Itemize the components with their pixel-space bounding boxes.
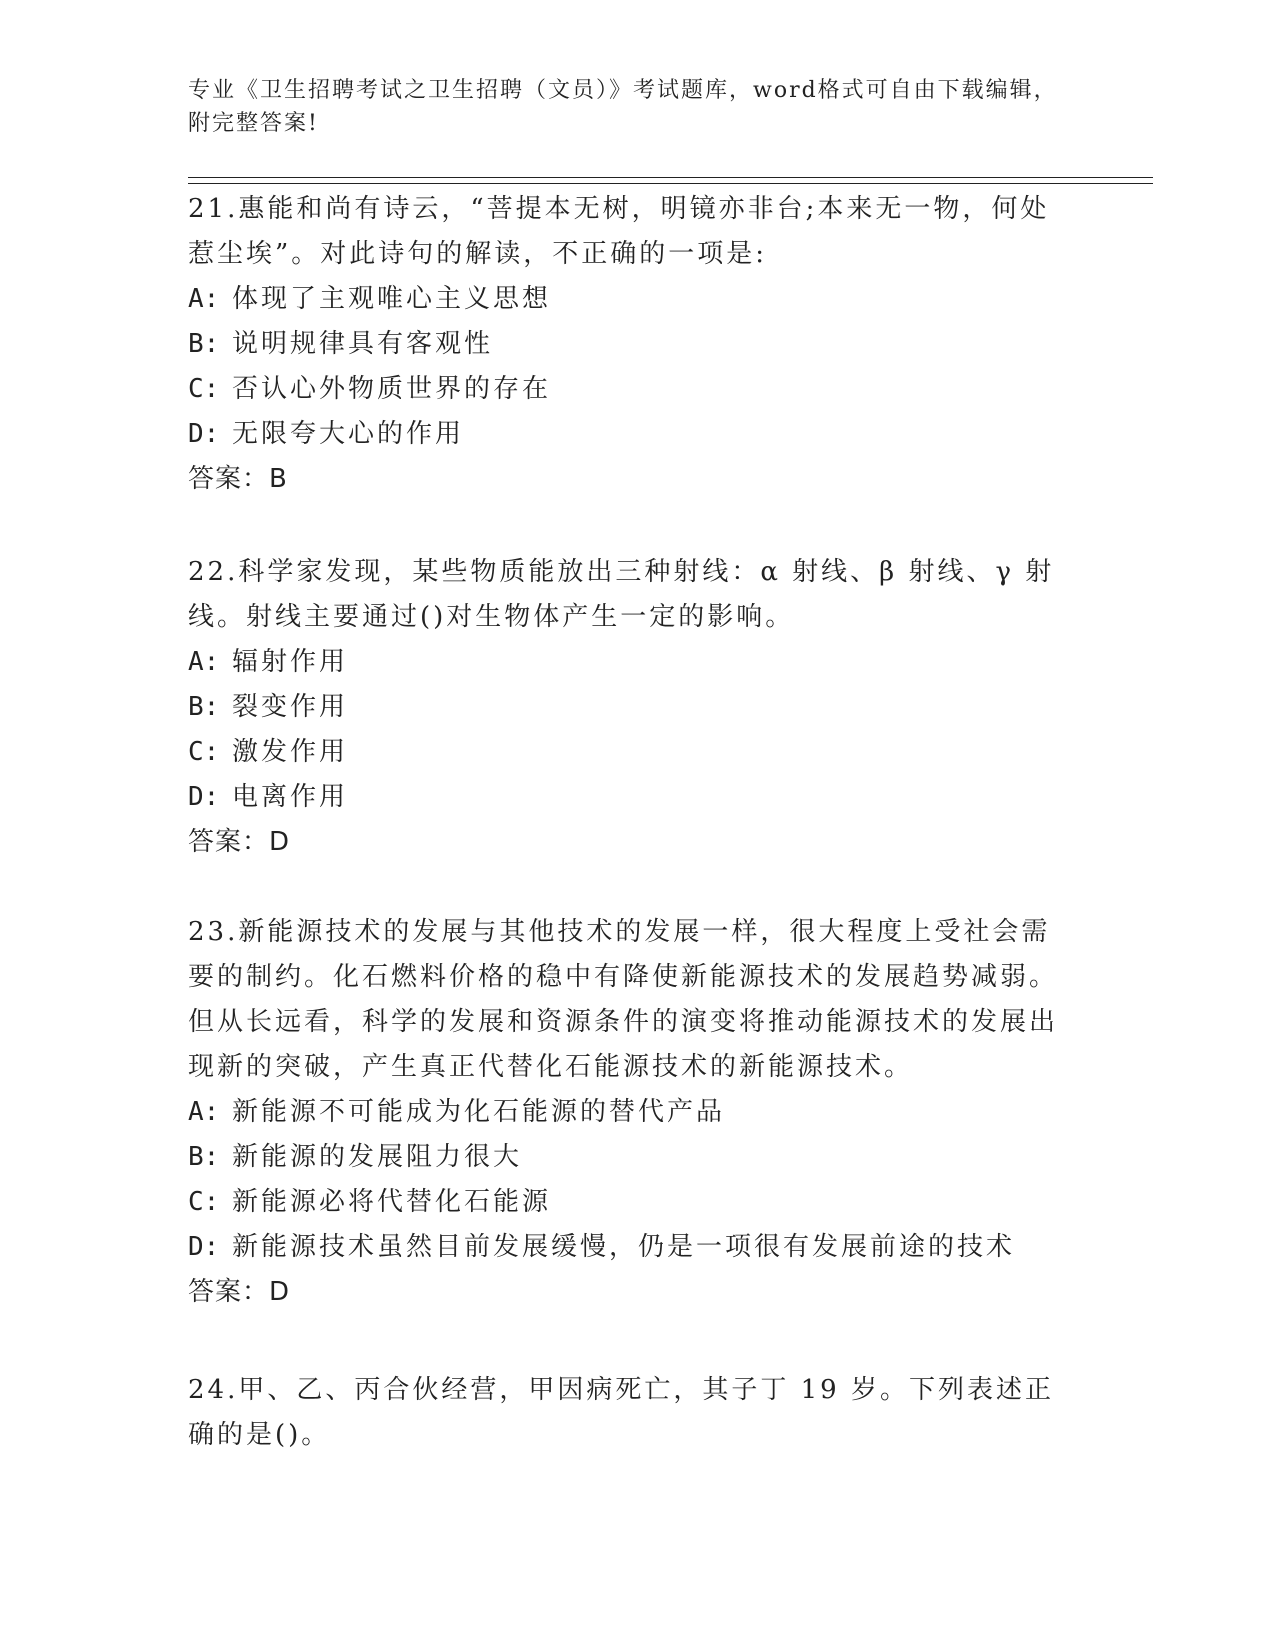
- option-b: [188, 685, 1068, 730]
- option-c: [188, 367, 1068, 412]
- option-letter: C:: [188, 1187, 220, 1217]
- question-stem: 24.甲、乙、丙合伙经营，甲因病死亡，其子丁 19 岁。下列表述正确的是()。: [188, 1375, 1054, 1450]
- option-c: [188, 1180, 1068, 1225]
- option-text: 新能源技术虽然目前发展缓慢，仍是一项很有发展前途的技术: [232, 1232, 1016, 1262]
- answer-line: 答案：D: [188, 827, 291, 857]
- option-letter: C:: [188, 737, 220, 767]
- option-a: [188, 640, 1068, 685]
- option-letter: A:: [188, 284, 220, 314]
- header-divider-top: [188, 177, 1153, 178]
- option-text: 体现了主观唯心主义思想: [232, 284, 552, 314]
- option-text: 新能源必将代替化石能源: [232, 1187, 552, 1217]
- option-d: [188, 412, 1068, 457]
- question-23: [188, 910, 1068, 1315]
- option-text: 无限夸大心的作用: [232, 419, 465, 449]
- question-stem: 23.新能源技术的发展与其他技术的发展一样，很大程度上受社会需要的制约。化石燃料价格的稳中有降使新能源技术的发展趋势减弱。但从长远看，科学的发展和资源条件的演变将推动能源技术的发展出现新的突破，产生真正代替化石能源技术的新能源技术。: [188, 917, 1059, 1082]
- option-text: 否认心外物质世界的存在: [232, 374, 552, 404]
- option-a: [188, 1090, 1068, 1135]
- question-21: [188, 187, 1068, 502]
- option-c: [188, 730, 1068, 775]
- option-letter: B:: [188, 329, 220, 359]
- option-text: 辐射作用: [232, 647, 349, 677]
- option-text: 激发作用: [232, 737, 349, 767]
- option-text: 说明规律具有客观性: [232, 329, 494, 359]
- option-letter: B:: [188, 1142, 220, 1172]
- option-letter: B:: [188, 692, 220, 722]
- question-22: [188, 550, 1068, 865]
- option-text: 电离作用: [232, 782, 349, 812]
- option-letter: C:: [188, 374, 220, 404]
- option-text: 裂变作用: [232, 692, 349, 722]
- question-stem: 22.科学家发现，某些物质能放出三种射线：α 射线、β 射线、γ 射线。射线主要通过()对生物体产生一定的影响。: [188, 557, 1055, 632]
- question-stem: 21.惠能和尚有诗云，“菩提本无树，明镜亦非台;本来无一物，何处惹尘埃”。对此诗句的解读，不正确的一项是:: [188, 194, 1050, 269]
- option-d: [188, 1225, 1068, 1270]
- option-letter: D:: [188, 1232, 220, 1262]
- question-24: [188, 1368, 1068, 1458]
- option-letter: A:: [188, 647, 220, 677]
- header-divider-bottom: [188, 183, 1153, 184]
- option-d: [188, 775, 1068, 820]
- answer-line: 答案：B: [188, 464, 288, 494]
- option-letter: D:: [188, 782, 220, 812]
- option-letter: A:: [188, 1097, 220, 1127]
- option-b: [188, 1135, 1068, 1180]
- option-letter: D:: [188, 419, 220, 449]
- option-text: 新能源不可能成为化石能源的替代产品: [232, 1097, 726, 1127]
- document-intro: 专业《卫生招聘考试之卫生招聘（文员）》考试题库，word格式可自由下载编辑，附完整答案!: [188, 78, 1058, 136]
- option-b: [188, 322, 1068, 367]
- answer-line: 答案：D: [188, 1277, 291, 1307]
- option-text: 新能源的发展阻力很大: [232, 1142, 523, 1172]
- option-a: [188, 277, 1068, 322]
